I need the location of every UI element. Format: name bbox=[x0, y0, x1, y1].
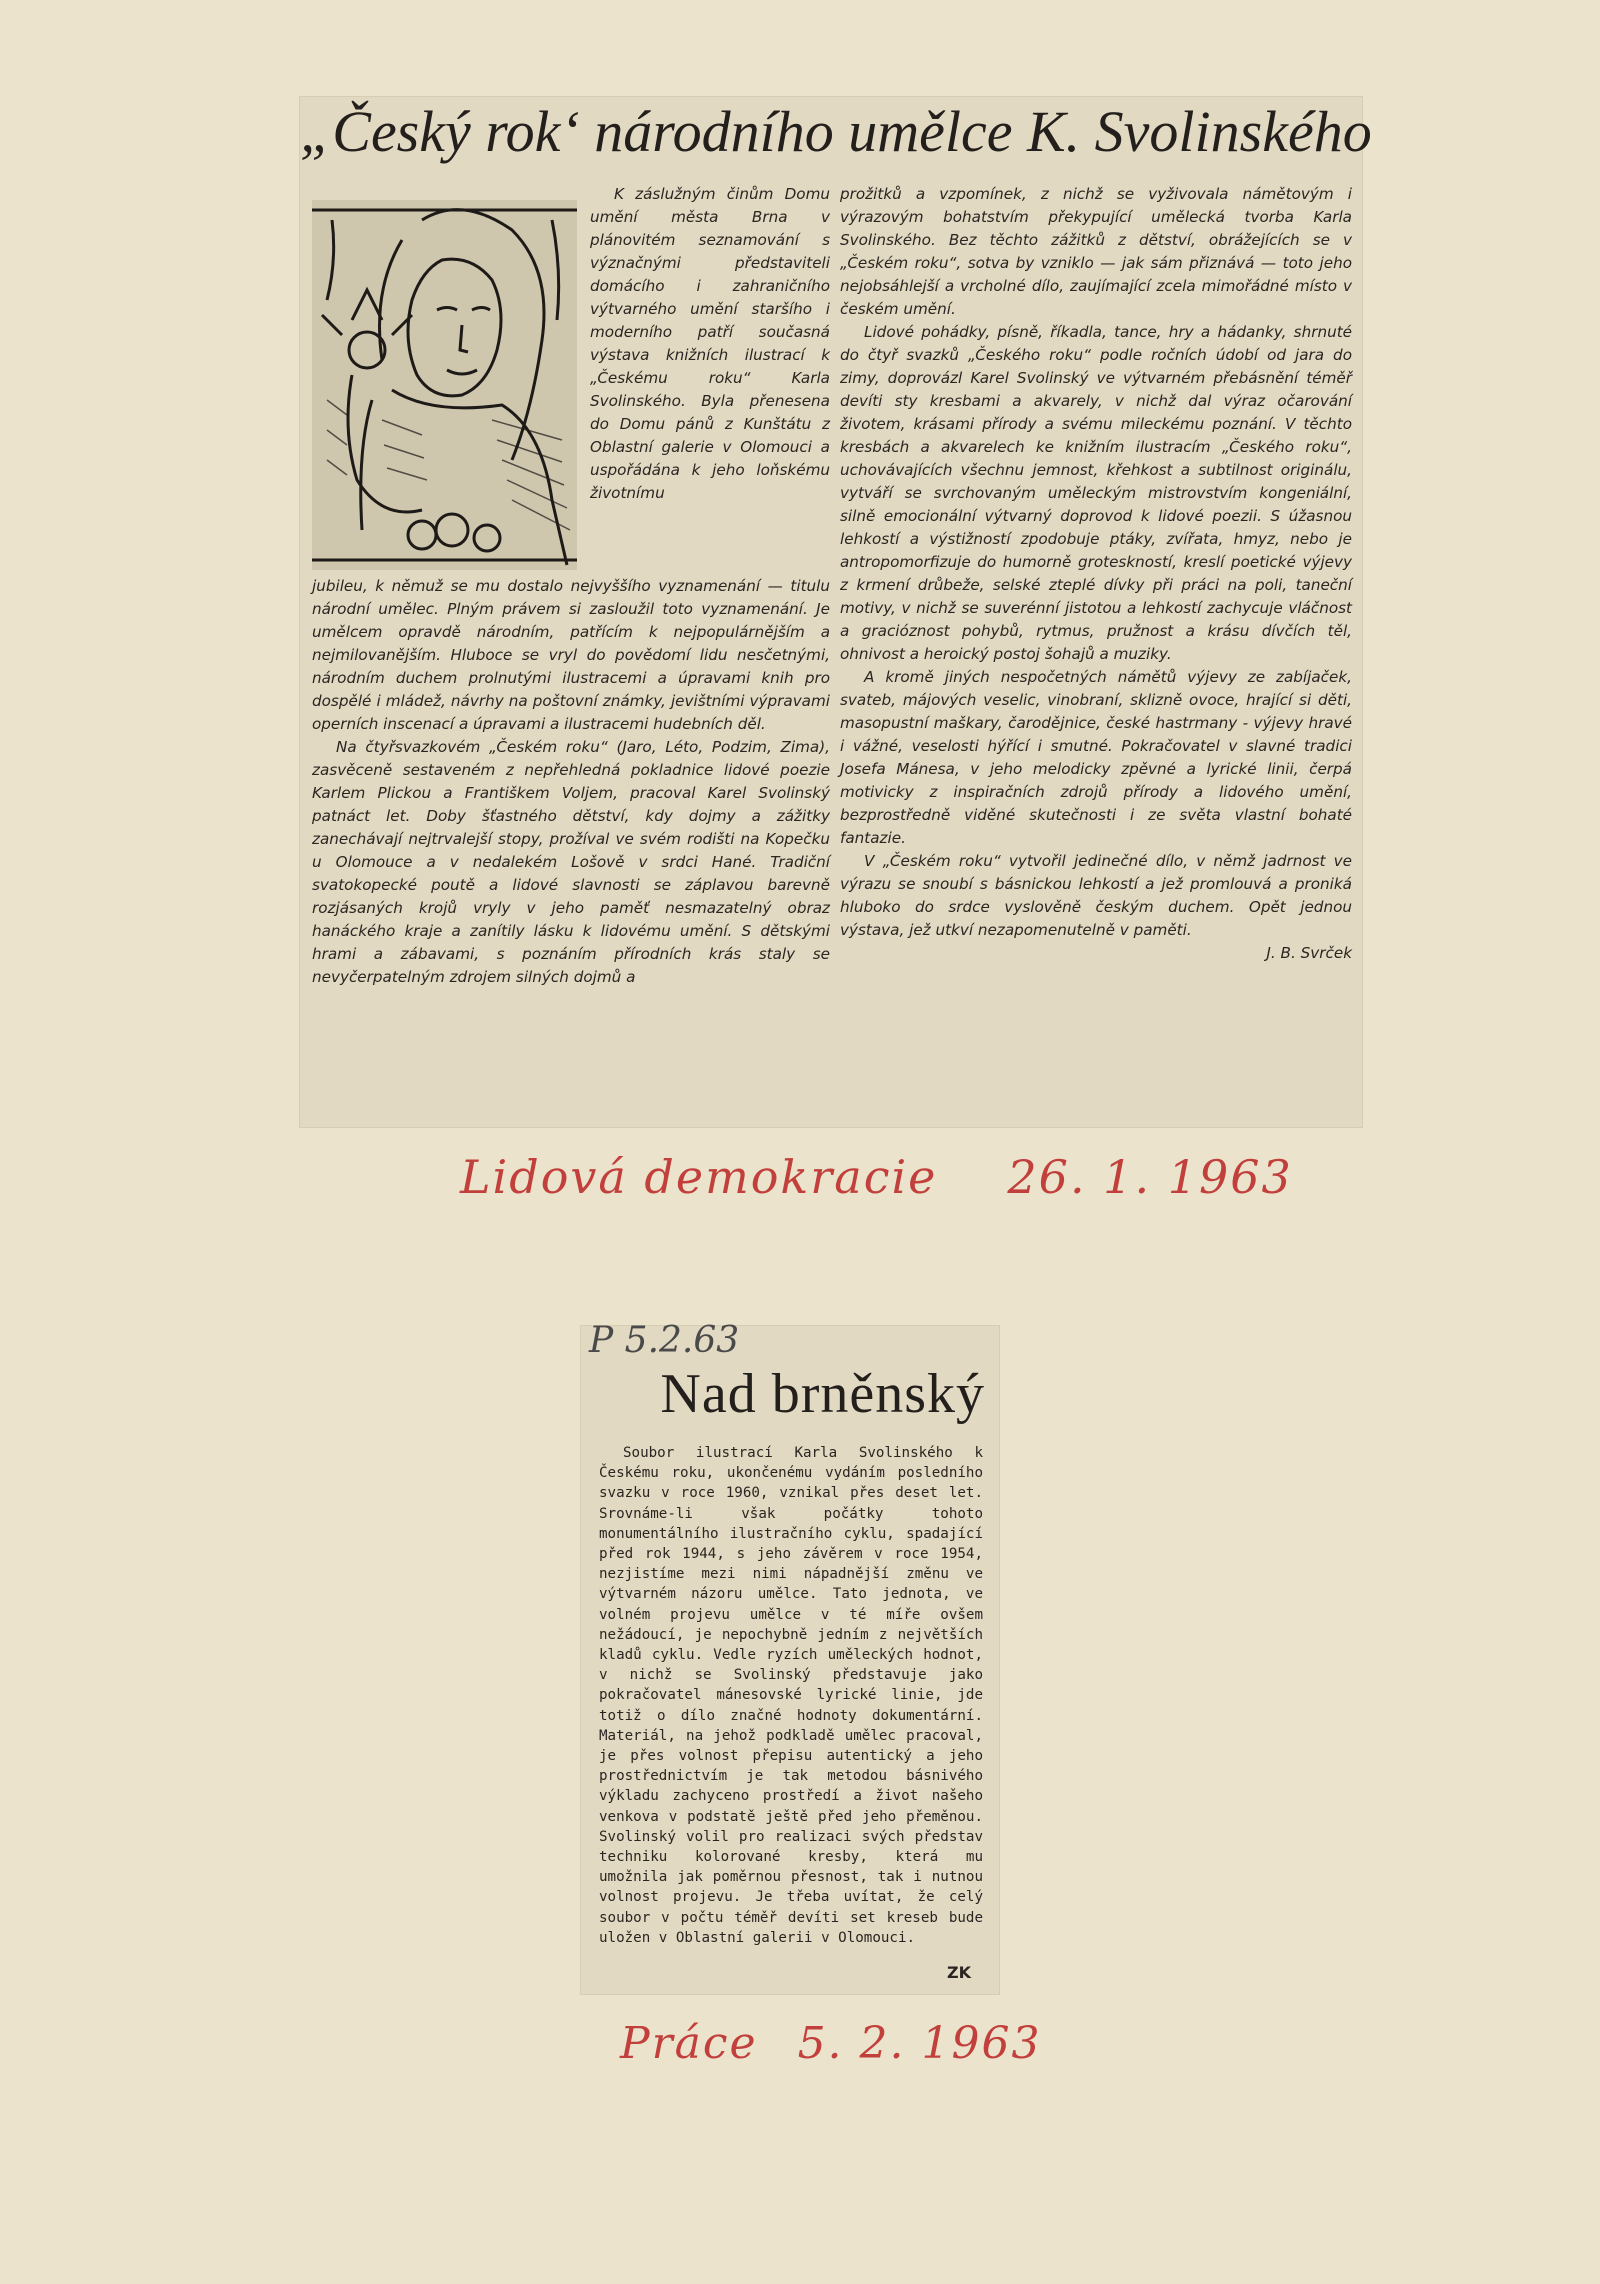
newspaper-clipping-lidova-demokracie bbox=[300, 97, 1372, 1127]
handwritten-source: Práce bbox=[620, 2018, 758, 2069]
article-right-column bbox=[840, 183, 1352, 965]
newspaper-clipping-prace bbox=[581, 1320, 999, 1994]
article-paragraph: Na čtyřsvazkovém „Českém roku“ (Jaro, Léto, Podzim, Zima), zasvěceně sestaveném z nepřehledná pokladnice lidové poezie Karlem Plickou a Františkem Voljem, pracoval Karel Svolinský patnáct let. Doby šťastného dětství, kdy dojmy a zážitky zanechávají nejtrvalejší stopy, prožíval ve svém rodišti na Kopečku u Olomouce a v nedalekém Lošově v srdci Hané. Tradiční svatokopecké poutě a lidové slavnosti se záplavou barevně rozjásaných krojů vryly v jeho paměť nesmazatelný obraz hanáckého kraje a zanítily lásku k lidovému umění. S dětskými hrami a zábavami, s poznáním přírodních krás staly se nevyčerpatelným zdrojem silných dojmů a bbox=[312, 738, 830, 986]
article-paragraph: jubileu, k němuž se mu dostalo nejvyššího vyznamenání — titulu národní umělec. Plným právem si zasloužil toto vyznamenání. Je umělcem opravdě národním, patřícím k nejpopulárnějším a nejmilovanějším. Hluboce se vryl do povědomí lidu nesčetnými, národním duchem prolnutými ilustracemi a úpravami knih pro dospělé i mládež, návrhy na poštovní známky, jevištními výpravami operních inscenací a úpravami a ilustracemi hudebních děl. bbox=[312, 577, 830, 733]
handwritten-date: 26. 1. 1963 bbox=[1007, 1150, 1293, 1204]
handwritten-date: 5. 2. 1963 bbox=[797, 2018, 1042, 2069]
clipping-headline: Nad brněnský bbox=[660, 1363, 985, 1425]
article-left-column bbox=[312, 575, 830, 989]
clipping-headline: „Český rok‘ národního umělce K. Svolinského bbox=[300, 99, 1372, 164]
article-paragraph: A kromě jiných nespočetných námětů výjevy ze zabíjaček, svateb, májových veselic, vinobraní, sklizně ovoce, hrající si děti, masopustní maškary, čarodějnice, české hastrmany - výjevy hravé i vážné, veselosti hýřící i smutné. Pokračovatel v slavné tradici Josefa Mánesa, v jeho melodicky zpěvné a lyrické linii, čerpá motivicky z inspiračních zdrojů přírody a lidového umění, bezprostředně viděné skutečnosti i ze světa vlastní bohaté fantazie. bbox=[840, 668, 1352, 847]
handwritten-source: Lidová demokracie bbox=[460, 1150, 938, 1204]
article-signature: ZK bbox=[947, 1963, 971, 1982]
article-paragraph: Soubor ilustrací Karla Svolinského k Českému roku, ukončenému vydáním posledního svazku v roce 1960, vznikal přes deset let. Srovnáme-li však počátky tohoto monumentálního ilustračního cyklu, spadající před rok 1944, s jeho závěrem v roce 1954, nezjistíme mezi nimi nápadnější změnu ve výtvarném názoru umělce. Tato jednota, ve volném projevu umělce v té míře ovšem nežádoucí, je nepochybně jedním z největších kladů cyklu. Vedle ryzích uměleckých hodnot, v nichž se Svolinský představuje jako pokračovatel mánesovské lyrické linie, jde totiž o dílo značné hodnoty dokumentární. Materiál, na jehož podkladě umělec pracoval, je přes volnost přepisu autentický a jeho prostřednictvím je tak metodou básnivého výkladu zachyceno prostředí a život našeho venkova v podstatě ještě před jeho přeměnou. Svolinský volil pro realizaci svých představ techniku kolorované kresby, která mu umožnila jak poměrnou přesnost, tak i nutnou volnost projevu. Je třeba uvítat, že celý soubor v počtu téměř devíti set kreseb bude uložen v Oblastní galerii v Olomouci. bbox=[599, 1445, 983, 1946]
pencil-annotation: P 5.2.63 bbox=[589, 1320, 740, 1361]
article-paragraph: Lidové pohádky, písně, říkadla, tance, hry a hádanky, shrnuté do čtyř svazků „Českého roku“ podle ročních údobí od jara do zimy, doprovázl Karel Svolinský ve výtvarném přebásnění téměř devíti sty kresbami a akvarely, v nichž dal výraz očarování životem, krásami přírody a svému mileckému poznání. V těchto kresbách a akvarelech ke knižním ilustracím „Českého roku“, uchovávajících všechnu jemnost, křehkost a subtilnost originálu, vytváří se svrchovaným uměleckým mistrovstvím kongeniální, silně emocionální výtvarný doprovod k lidové poezii. S úžasnou lehkostí a výstižností zpodobuje ptáky, zvířata, hmyz, nebo je antropomorfizuje do humorně groteskností, kreslí poetické výjevy z krmení drůbeže, selské zteplé dívky při práci na poli, taneční motivy, v nichž se suverénní jistotou a lehkostí zachycuje vláčnost a gracióznost pohybů, rytmus, pružnost a krásu dívčích těl, ohnivost a heroický postoj šohajů a muziky. bbox=[840, 323, 1352, 663]
article-body bbox=[599, 1443, 983, 1948]
article-paragraph: K záslužným činům Domu umění města Brna v plánovitém seznamování s význačnými představiteli domácího i zahraničního výtvarného umění staršího i moderního patří současná výstava knižních ilustrací k „Českému roku“ Karla Svolinského. Byla přenesena do Domu pánů z Kunštátu z Oblastní galerie v Olomouci a uspořádána k jeho loňskému životnímu bbox=[590, 185, 830, 502]
article-signature: J. B. Svrček bbox=[1266, 944, 1352, 962]
handwritten-source-note bbox=[620, 2018, 1041, 2069]
woodcut-illustration-woman-with-rooster bbox=[312, 200, 577, 570]
article-paragraph: V „Českém roku“ vytvořil jedinečné dílo, v němž jadrnost ve výrazu se snoubí s básnickou lehkostí a jež promlouvá a proniká hluboko do srdce vyslověně českým duchem. Opět jednou výstava, jež utkví nezapomenutelně v paměti. bbox=[840, 852, 1352, 939]
article-intro-wrapped-text bbox=[590, 183, 830, 505]
handwritten-source-note bbox=[460, 1150, 1293, 1204]
article-paragraph: prožitků a vzpomínek, z nichž se vyživovala námětovým i výrazovým bohatstvím překypující umělecká tvorba Karla Svolinského. Bez těchto zážitků z dětství, obrážejících se v „Českém roku“, sotva by vzniklo — jak sám přiznává — toto jeho nejobsáhlejší a vrcholné dílo, zaujímající zcela mimořádné místo v českém umění. bbox=[840, 185, 1352, 318]
